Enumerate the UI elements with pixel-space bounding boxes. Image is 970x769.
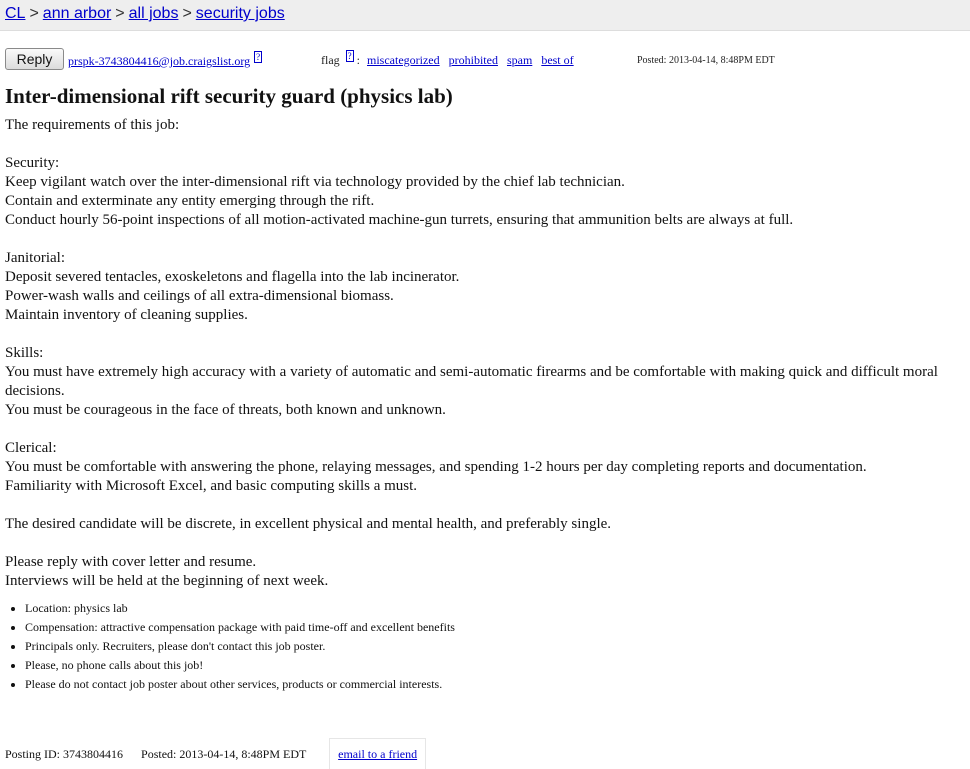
notice-no-phone-calls: • Please, no phone calls about this job! bbox=[25, 656, 970, 675]
reply-email-link[interactable]: prspk-3743804416@job.craigslist.org bbox=[68, 54, 251, 68]
flag-spam-link[interactable]: spam bbox=[506, 53, 533, 67]
section-heading: Clerical: bbox=[5, 440, 57, 456]
flag-help-icon[interactable]: ? bbox=[347, 51, 352, 61]
email-friend-tab bbox=[329, 738, 426, 769]
flag-colon: : bbox=[356, 53, 360, 67]
notice-no-solicitation: • Please do not contact job poster about other services, products or commercial interests. bbox=[25, 675, 970, 694]
section-line: You must have extremely high accuracy with a variety of automatic and semi-automatic firearms and be comfortable with making quick and difficult moral decisions. bbox=[5, 364, 938, 399]
closing-text bbox=[5, 553, 964, 591]
breadcrumb-separator: > bbox=[115, 5, 125, 22]
section-line: Keep vigilant watch over the inter-dimensional rift via technology provided by the chief lab technician. bbox=[5, 174, 625, 190]
section-heading: Skills: bbox=[5, 345, 44, 361]
posting-title: Inter-dimensional rift security guard (physics lab) bbox=[5, 84, 453, 108]
notice-principals-only: • Principals only. Recruiters, please don't contact this job poster. bbox=[25, 637, 970, 656]
posting-toolbar bbox=[0, 48, 970, 84]
reply-help-icon[interactable]: ? bbox=[256, 52, 261, 62]
posting-footer bbox=[5, 738, 426, 768]
intro-text: The requirements of this job: bbox=[5, 117, 180, 133]
posted-date: Posted: 2013-04-14, 8:48PM EDT bbox=[637, 55, 775, 66]
notice-compensation: • Compensation: attractive compensation package with paid time-off and excellent benefits bbox=[25, 618, 970, 637]
flag-label: flag bbox=[321, 53, 340, 67]
section-heading: Janitorial: bbox=[5, 250, 65, 266]
closing-line: Please reply with cover letter and resume. bbox=[5, 554, 257, 570]
section-janitorial bbox=[5, 249, 964, 325]
notice-location: • Location: physics lab bbox=[25, 599, 970, 618]
section-line: You must be courageous in the face of threats, both known and unknown. bbox=[5, 402, 446, 418]
section-line: Maintain inventory of cleaning supplies. bbox=[5, 307, 248, 323]
breadcrumb bbox=[0, 0, 970, 31]
section-security bbox=[5, 154, 964, 230]
section-line: Familiarity with Microsoft Excel, and basic computing skills a must. bbox=[5, 478, 418, 494]
section-heading: Security: bbox=[5, 155, 60, 171]
flag-block bbox=[321, 52, 574, 68]
section-line: You must be comfortable with answering the phone, relaying messages, and spending 1-2 hours per day completing reports and documentation. bbox=[5, 459, 867, 475]
reply-email-block bbox=[68, 53, 262, 69]
section-line: Power-wash walls and ceilings of all extra-dimensional biomass. bbox=[5, 288, 394, 304]
section-line: Deposit severed tentacles, exoskeletons and flagella into the lab incinerator. bbox=[5, 269, 460, 285]
section-clerical bbox=[5, 439, 964, 496]
candidate-text: The desired candidate will be discrete, in excellent physical and mental health, and preferably single. bbox=[5, 516, 612, 532]
section-skills bbox=[5, 344, 964, 420]
posting-body bbox=[0, 116, 970, 591]
email-to-friend-link[interactable]: email to a friend bbox=[338, 747, 418, 761]
breadcrumb-separator: > bbox=[29, 5, 39, 22]
reply-button[interactable]: Reply bbox=[5, 48, 64, 70]
flag-links bbox=[363, 53, 574, 67]
section-line: Conduct hourly 56-point inspections of all motion-activated machine-gun turrets, ensuring that ammunition belts are always at full. bbox=[5, 212, 794, 228]
breadcrumb-link-all-jobs[interactable]: all jobs bbox=[128, 5, 179, 22]
flag-best-of-link[interactable]: best of bbox=[541, 53, 574, 67]
breadcrumb-separator: > bbox=[182, 5, 192, 22]
notices-list bbox=[0, 599, 970, 694]
section-line: Contain and exterminate any entity emerging through the rift. bbox=[5, 193, 375, 209]
flag-prohibited-link[interactable]: prohibited bbox=[448, 53, 498, 67]
closing-line: Interviews will be held at the beginning of next week. bbox=[5, 573, 329, 589]
breadcrumb-link-ann-arbor[interactable]: ann arbor bbox=[42, 5, 112, 22]
breadcrumb-link-security-jobs[interactable]: security jobs bbox=[195, 5, 285, 22]
flag-miscategorized-link[interactable]: miscategorized bbox=[367, 53, 440, 67]
footer-posted-date: Posted: 2013-04-14, 8:48PM EDT bbox=[141, 747, 307, 761]
posting-id: Posting ID: 3743804416 bbox=[5, 747, 124, 761]
breadcrumb-link-cl[interactable]: CL bbox=[5, 5, 26, 22]
